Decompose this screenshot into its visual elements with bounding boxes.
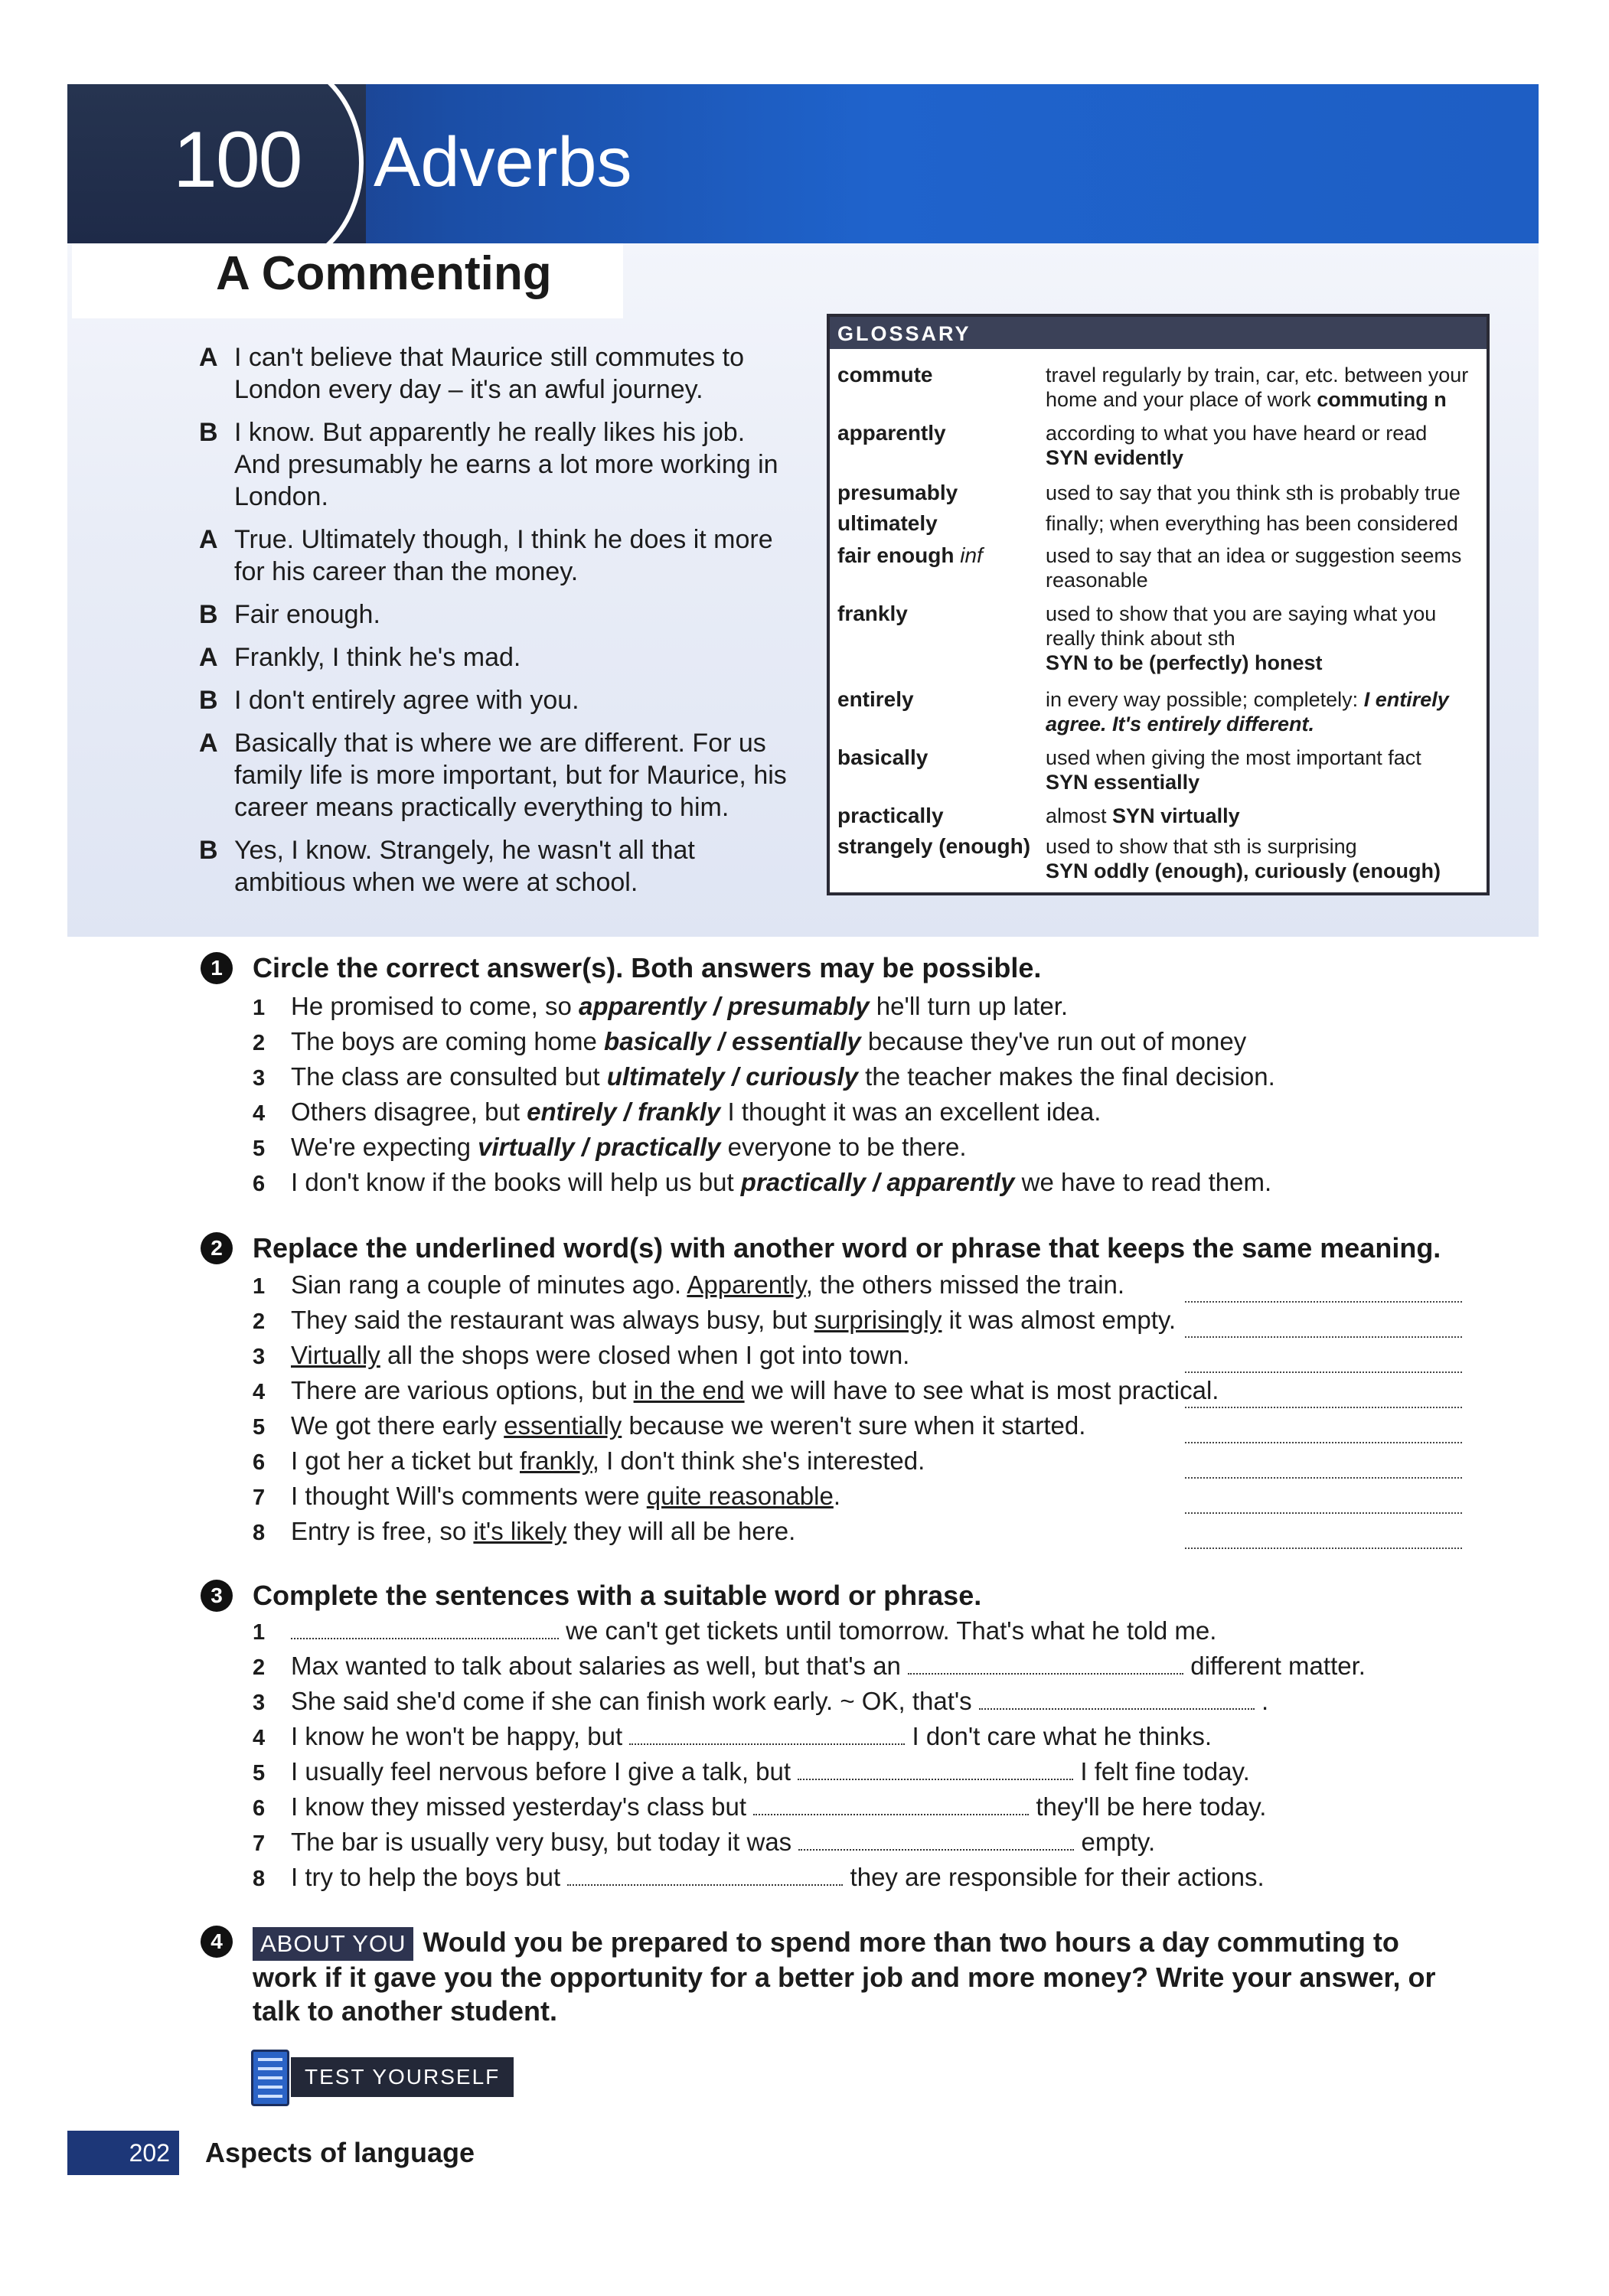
exercise-2-item: 1 Sian rang a couple of minutes ago. Apparently, the others missed the train. xyxy=(253,1270,1125,1299)
exercise-1-item[interactable]: 1 He promised to come, so apparently / presumably he'll turn up later. xyxy=(253,992,1069,1020)
answer-line[interactable] xyxy=(1185,1336,1462,1338)
exercise-2-item: 5 We got there early essentially because we weren't sure when it started. xyxy=(253,1411,1086,1440)
unit-number: 100 xyxy=(173,116,302,204)
exercise-1-item[interactable]: 6 I don't know if the books will help us but practically / apparently we have to read them. xyxy=(253,1168,1272,1196)
exercise-2-item: 8 Entry is free, so it's likely they will all be here. xyxy=(253,1517,796,1545)
answer-line[interactable] xyxy=(1185,1442,1462,1443)
dialogue-line: B Yes, I know. Strangely, he wasn't all that ambitious when we were at school. xyxy=(199,836,695,897)
test-yourself-label: TEST YOURSELF xyxy=(291,2057,514,2097)
dialogue-line: A Basically that is where we are different. For us family life is more important, but for Maurice, his career means practically everything to him. xyxy=(199,729,787,822)
answer-line[interactable] xyxy=(1185,1371,1462,1373)
answer-blank[interactable] xyxy=(567,1884,843,1886)
answer-blank[interactable] xyxy=(798,1779,1073,1780)
exercise-1-item[interactable]: 4 Others disagree, but entirely / frankly I thought it was an excellent idea. xyxy=(253,1097,1101,1126)
answer-blank[interactable] xyxy=(629,1743,905,1745)
exercise-2-instruction: Replace the underlined word(s) with another word or phrase that keeps the same meaning. xyxy=(253,1232,1441,1264)
exercise-1-item[interactable]: 5 We're expecting virtually / practically everyone to be there. xyxy=(253,1133,967,1161)
dialogue xyxy=(199,341,796,909)
exercise-3-item: 8 I try to help the boys but they are responsible for their actions. xyxy=(253,1863,1265,1891)
exercise-2-item: 3 Virtually all the shops were closed when I got into town. xyxy=(253,1341,910,1369)
page-number: 202 xyxy=(67,2131,179,2175)
about-you-badge: ABOUT YOU xyxy=(253,1927,413,1961)
dialogue-line: B I don't entirely agree with you. xyxy=(199,686,579,715)
footer-title: Aspects of language xyxy=(205,2137,475,2168)
exercise-1-number: 1 xyxy=(201,952,233,984)
section-a-heading: A Commenting xyxy=(216,247,552,300)
answer-line[interactable] xyxy=(1185,1512,1462,1514)
unit-title: Adverbs xyxy=(374,123,632,201)
exercise-3-item: 7 The bar is usually very busy, but today it was empty. xyxy=(253,1828,1156,1856)
answer-line[interactable] xyxy=(1185,1548,1462,1549)
dialogue-line: B I know. But apparently he really likes his job. And presumably he earns a lot more working in London. xyxy=(199,418,778,511)
exercise-3-number: 3 xyxy=(201,1580,233,1612)
dialogue-line: A True. Ultimately though, I think he does it more for his career than the money. xyxy=(199,525,773,586)
exercise-1-instruction: Circle the correct answer(s). Both answers may be possible. xyxy=(253,952,1042,983)
exercise-3-item: 2 Max wanted to talk about salaries as well, but that's an different matter. xyxy=(253,1652,1366,1680)
dialogue-line: A I can't believe that Maurice still commutes to London every day – it's an awful journey. xyxy=(199,343,744,404)
exercise-4-prompt: ABOUT YOU Would you be prepared to spend more than two hours a day commuting to work if it gave you the opportunity for a better job and more money? Write your answer, or talk to another student. xyxy=(253,1926,1436,2027)
exercise-3-item: 4 I know he won't be happy, but I don't care what he thinks. xyxy=(253,1722,1212,1750)
notebook-icon xyxy=(251,2050,289,2106)
exercise-4-number: 4 xyxy=(201,1926,233,1958)
answer-line[interactable] xyxy=(1185,1301,1462,1303)
exercise-3-item: 1 we can't get tickets until tomorrow. That's what he told me. xyxy=(253,1616,1217,1645)
dialogue-line: B Fair enough. xyxy=(199,600,380,629)
answer-line[interactable] xyxy=(1185,1407,1462,1408)
dialogue-line: A Frankly, I think he's mad. xyxy=(199,643,521,672)
exercise-2-item: 4 There are various options, but in the end we will have to see what is most practical. xyxy=(253,1376,1219,1404)
unit-divider-curve xyxy=(320,75,381,251)
answer-blank[interactable] xyxy=(908,1673,1183,1675)
exercise-3-item: 6 I know they missed yesterday's class but they'll be here today. xyxy=(253,1792,1267,1821)
exercise-3-instruction: Complete the sentences with a suitable word or phrase. xyxy=(253,1580,982,1611)
exercise-1-item[interactable]: 3 The class are consulted but ultimately / curiously the teacher makes the final decision. xyxy=(253,1062,1275,1091)
glossary-box: GLOSSARY commute travel regularly by train, car, etc. between your home and your place of work commuting n apparently according to what you have heard or read SYN evidently presumably used to say that you think sth is probably true ultimately finally; when everything has been considered fair enough inf used to say that an idea or suggestion seems reasonable frankly used to show that you are saying what you really think about sth SYN to be (perfectly) honest entirely in every way possible; completely: I entirely agree. It's entirely different. basically used when giving the most important fact SYN essentially practically almost SYN virtually strangely (enough) used to show that sth is surprising SYN oddly (enough), curiously (enough) xyxy=(827,314,1490,895)
exercise-2-item: 6 I got her a ticket but frankly, I don't think she's interested. xyxy=(253,1446,925,1475)
answer-blank[interactable] xyxy=(753,1814,1029,1815)
answer-blank[interactable] xyxy=(291,1638,559,1639)
answer-line[interactable] xyxy=(1185,1477,1462,1479)
exercise-2-item: 2 They said the restaurant was always busy, but surprisingly it was almost empty. xyxy=(253,1306,1177,1334)
answer-blank[interactable] xyxy=(798,1849,1074,1851)
exercise-3-item: 5 I usually feel nervous before I give a talk, but I felt fine today. xyxy=(253,1757,1250,1786)
exercise-2-number: 2 xyxy=(201,1232,233,1264)
exercise-1-item[interactable]: 2 The boys are coming home basically / essentially because they've run out of money xyxy=(253,1027,1247,1055)
glossary-title: GLOSSARY xyxy=(830,317,1487,349)
answer-blank[interactable] xyxy=(979,1708,1255,1710)
exercise-3-item: 3 She said she'd come if she can finish work early. ~ OK, that's . xyxy=(253,1687,1269,1715)
exercise-2-item: 7 I thought Will's comments were quite reasonable. xyxy=(253,1482,840,1510)
